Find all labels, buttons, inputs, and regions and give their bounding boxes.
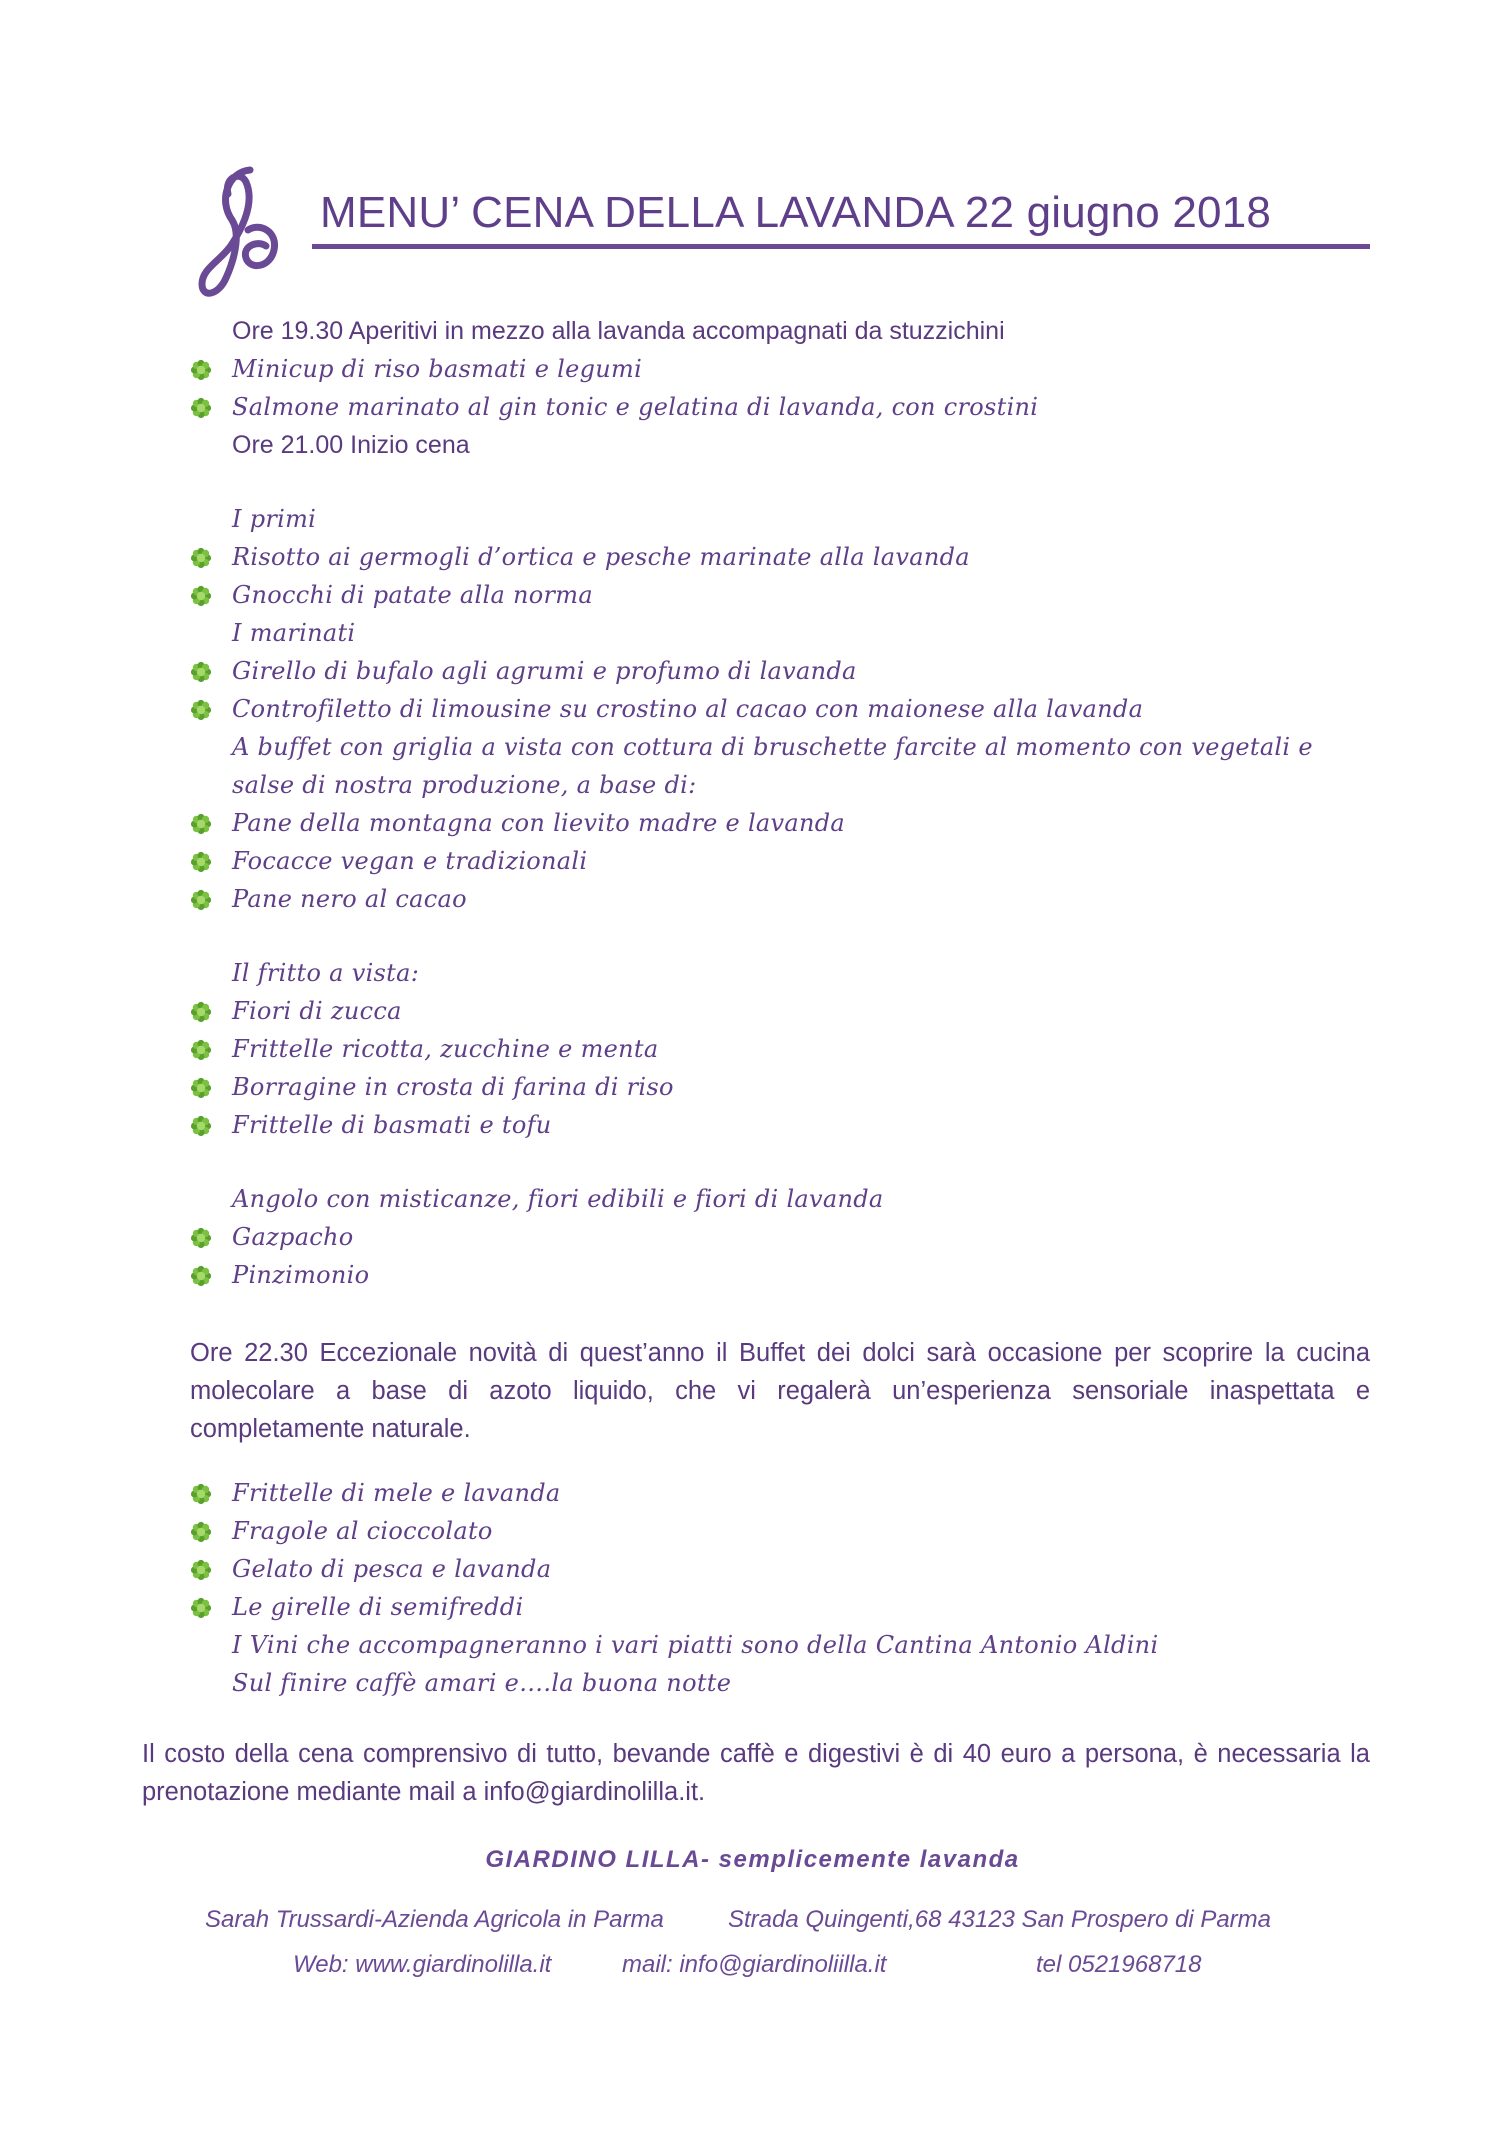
menu-item: [190, 538, 1370, 576]
spacer: [190, 918, 1370, 954]
green-flower-bullet-icon: [190, 661, 212, 683]
menu-heading: [190, 500, 1370, 538]
menu-heading-text: salse di nostra produzione, a base di:: [232, 771, 697, 799]
menu-item-text: Borragine in crosta di farina di riso: [232, 1073, 674, 1101]
menu-item-text: Gnocchi di patate alla norma: [232, 581, 593, 609]
menu-heading-text: Ore 21.00 Inizio cena: [232, 431, 470, 459]
menu-item-text: Fragole al cioccolato: [232, 1517, 493, 1545]
menu-item-text: Le girelle di semifreddi: [232, 1593, 524, 1621]
menu-item: [190, 804, 1370, 842]
menu-item-text: Frittelle ricotta, zucchine e menta: [232, 1035, 659, 1063]
page-title: MENU’ CENA DELLA LAVANDA 22 giugno 2018: [320, 188, 1272, 237]
menu-heading-text: Ore 19.30 Aperitivi in mezzo alla lavanda accompagnati da stuzzichini: [232, 317, 1005, 345]
menu-item-text: Frittelle di basmati e tofu: [232, 1111, 552, 1139]
green-flower-bullet-icon: [190, 1597, 212, 1619]
menu-item-text: Focacce vegan e tradizionali: [232, 847, 588, 875]
green-flower-bullet-icon: [190, 1227, 212, 1249]
menu-heading: [190, 1180, 1370, 1218]
menu-heading-text: Sul finire caffè amari e….la buona notte: [232, 1669, 732, 1697]
green-flower-bullet-icon: [190, 1559, 212, 1581]
menu-item-text: Pinzimonio: [232, 1261, 370, 1289]
menu-item-text: Pane della montagna con lievito madre e lavanda: [232, 809, 846, 837]
menu-item: [190, 690, 1370, 728]
menu-heading: [190, 954, 1370, 992]
menu-item: [190, 1218, 1370, 1256]
menu-item-text: Gelato di pesca e lavanda: [232, 1555, 552, 1583]
menu-item-text: Girello di bufalo agli agrumi e profumo di lavanda: [232, 657, 857, 685]
menu-list: [190, 312, 1370, 1294]
menu-item: [190, 842, 1370, 880]
spacer: [190, 1144, 1370, 1180]
dessert-intro: Ore 22.30 Eccezionale novità di quest’anno il Buffet dei dolci sarà occasione per scoprire la cucina molecolare a base di azoto liquido, che vi regalerà un’esperienza sensoriale inaspettata e completamente naturale.: [190, 1339, 1370, 1443]
green-flower-bullet-icon: [190, 889, 212, 911]
green-flower-bullet-icon: [190, 1001, 212, 1023]
menu-heading-text: I marinati: [232, 619, 356, 647]
menu-heading: [190, 426, 1370, 464]
green-flower-bullet-icon: [190, 813, 212, 835]
giardino-lilla-monogram-icon: [188, 160, 288, 310]
menu-item: [190, 1474, 1370, 1512]
menu-heading: [190, 312, 1370, 350]
dessert-list: [190, 1474, 1370, 1702]
menu-item: [190, 1550, 1370, 1588]
title-underline: [312, 244, 1370, 249]
menu-item-text: Frittelle di mele e lavanda: [232, 1479, 561, 1507]
menu-item-text: Gazpacho: [232, 1223, 354, 1251]
green-flower-bullet-icon: [190, 1077, 212, 1099]
green-flower-bullet-icon: [190, 1521, 212, 1543]
menu-heading-text: Angolo con misticanze, fiori edibili e fiori di lavanda: [232, 1185, 884, 1213]
spacer: [190, 464, 1370, 500]
menu-item: [190, 388, 1370, 426]
menu-item-text: Pane nero al cacao: [232, 885, 467, 913]
menu-item-text: Salmone marinato al gin tonic e gelatina di lavanda, con crostini: [232, 393, 1039, 421]
footer-company: Sarah Trussardi-Azienda Agricola in Parma: [205, 1906, 664, 1933]
menu-heading: [190, 766, 1370, 804]
menu-item: [190, 652, 1370, 690]
menu-item: [190, 576, 1370, 614]
green-flower-bullet-icon: [190, 397, 212, 419]
menu-item: [190, 350, 1370, 388]
green-flower-bullet-icon: [190, 359, 212, 381]
footer-web-link[interactable]: Web: www.giardinolilla.it: [293, 1951, 552, 1978]
green-flower-bullet-icon: [190, 1265, 212, 1287]
green-flower-bullet-icon: [190, 851, 212, 873]
footer-phone: tel 0521968718: [1036, 1951, 1202, 1978]
menu-heading-text: I Vini che accompagneranno i vari piatti sono della Cantina Antonio Aldini: [232, 1631, 1159, 1659]
green-flower-bullet-icon: [190, 585, 212, 607]
footer-mail-link[interactable]: mail: info@giardinoliilla.it: [622, 1951, 887, 1978]
menu-heading: [190, 728, 1370, 766]
menu-heading-text: Il fritto a vista:: [232, 959, 420, 987]
menu-item: [190, 1106, 1370, 1144]
menu-item-text: Controfiletto di limousine su crostino al cacao con maionese alla lavanda: [232, 695, 1144, 723]
menu-item-text: Minicup di riso basmati e legumi: [232, 355, 643, 383]
green-flower-bullet-icon: [190, 547, 212, 569]
menu-heading: [190, 1626, 1370, 1664]
menu-item: [190, 1030, 1370, 1068]
menu-heading: [190, 614, 1370, 652]
menu-heading-text: A buffet con griglia a vista con cottura di bruschette farcite al momento con vegetali e: [232, 733, 1313, 761]
footer-address: Strada Quingenti,68 43123 San Prospero di Parma: [728, 1906, 1272, 1933]
menu-item-text: Risotto ai germogli d’ortica e pesche marinate alla lavanda: [232, 543, 970, 571]
menu-heading-text: I primi: [232, 505, 317, 533]
green-flower-bullet-icon: [190, 699, 212, 721]
menu-item-text: Fiori di zucca: [232, 997, 402, 1025]
menu-heading: [190, 1664, 1370, 1702]
green-flower-bullet-icon: [190, 1115, 212, 1137]
menu-item: [190, 880, 1370, 918]
menu-item: [190, 1068, 1370, 1106]
menu-item: [190, 1256, 1370, 1294]
green-flower-bullet-icon: [190, 1483, 212, 1505]
menu-item: [190, 1512, 1370, 1550]
menu-item: [190, 1588, 1370, 1626]
brand-tagline: GIARDINO LILLA- semplicemente lavanda: [485, 1846, 1020, 1873]
cost-note: Il costo della cena comprensivo di tutto, bevande caffè e digestivi è di 40 euro a persona, è necessaria la prenotazione mediante mail a info@giardinolilla.it.: [142, 1740, 1370, 1806]
green-flower-bullet-icon: [190, 1039, 212, 1061]
menu-item: [190, 992, 1370, 1030]
